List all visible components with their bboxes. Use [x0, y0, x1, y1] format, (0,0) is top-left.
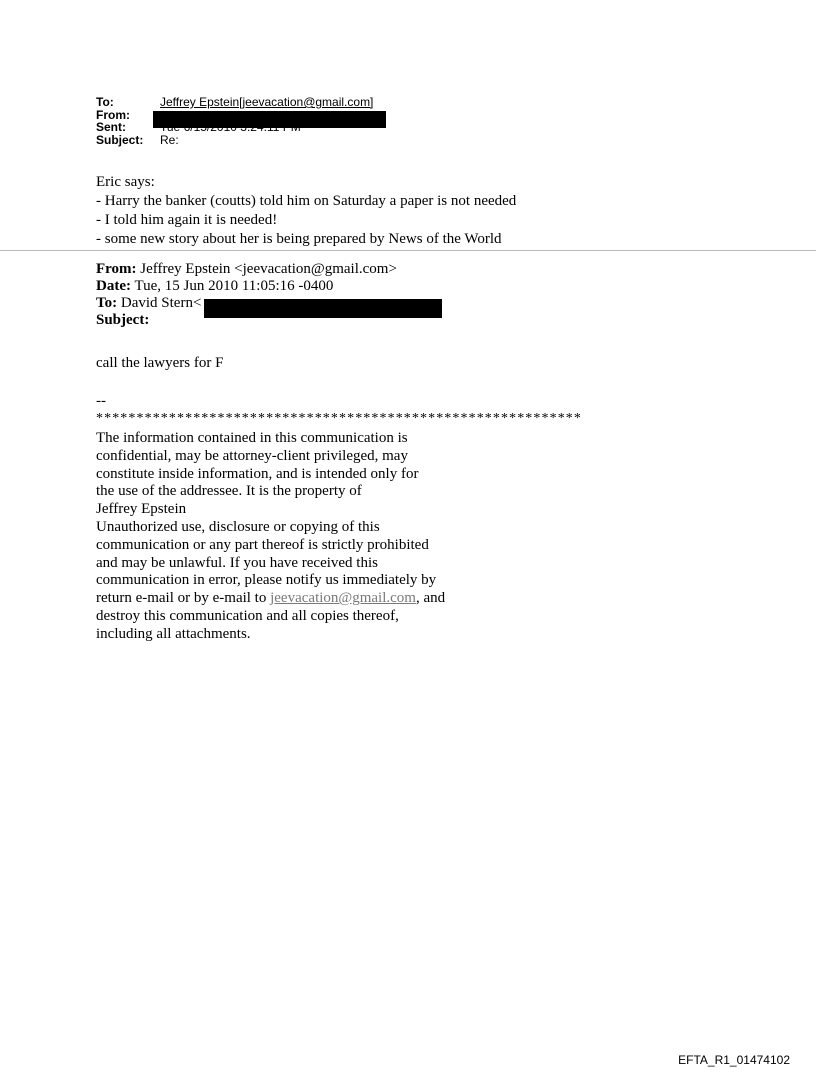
quoted-to-label: To: — [96, 295, 118, 311]
sent-label: Sent: — [96, 120, 126, 134]
quoted-message: call the lawyers for F — [96, 355, 224, 371]
disclaimer-line: and may be unlawful. If you have received this — [96, 554, 378, 571]
to-value: Jeffrey Epstein[jeevacation@gmail.com] — [160, 95, 374, 109]
document-id: EFTA_R1_01474102 — [678, 1053, 790, 1067]
return-prefix: return e-mail or by e-mail to — [96, 590, 271, 607]
disclaimer-line: destroy this communication and all copies thereof, — [96, 607, 399, 624]
disclaimer-line-with-link — [96, 590, 582, 608]
disclaimer — [96, 430, 582, 644]
disclaimer-line: the use of the addressee. It is the property of — [96, 483, 362, 500]
disclaimer-line: Jeffrey Epstein — [96, 501, 187, 518]
signature-stars: ************************************************************ — [96, 411, 582, 426]
disclaimer-line: including all attachments. — [96, 625, 251, 642]
email-link[interactable]: jeevacation@gmail.com — [270, 590, 416, 607]
quoted-date-row — [96, 278, 397, 295]
subject-label: Subject: — [96, 132, 144, 147]
body-line: - some new story about her is being prepared by News of the World — [96, 231, 502, 247]
body-line: - I told him again it is needed! — [96, 212, 278, 228]
signature-block — [96, 392, 582, 644]
quoted-date-value: Tue, 15 Jun 2010 11:05:16 -0400 — [134, 278, 334, 294]
header-to-row — [96, 96, 373, 109]
body-line: - Harry the banker (coutts) told him on Saturday a paper is not needed — [96, 193, 517, 209]
body-line: Eric says: — [96, 174, 155, 190]
disclaimer-line: The information contained in this communication is — [96, 430, 408, 446]
divider — [0, 250, 816, 251]
disclaimer-line: communication in error, please notify us immediately by — [96, 572, 437, 589]
subject-value: Re: — [160, 132, 179, 147]
quoted-from-value: Jeffrey Epstein <jeevacation@gmail.com> — [140, 261, 397, 277]
from-redaction — [153, 111, 386, 128]
signature-dashes: -- — [96, 393, 106, 409]
header-subject-row — [96, 134, 373, 147]
disclaimer-line: confidential, may be attorney-client privileged, may — [96, 447, 408, 464]
to-label: To: — [96, 95, 114, 109]
disclaimer-line: Unauthorized use, disclosure or copying of this — [96, 518, 380, 535]
quoted-from-label: From: — [96, 261, 137, 277]
disclaimer-line: communication or any part thereof is strictly prohibited — [96, 536, 429, 553]
quoted-date-label: Date: — [96, 278, 131, 294]
return-suffix: , and — [415, 590, 446, 607]
to-redaction — [204, 299, 442, 318]
from-label: From: — [96, 107, 130, 122]
quoted-header — [96, 261, 397, 329]
quoted-subject-label: Subject: — [96, 312, 150, 328]
reply-body — [96, 173, 516, 249]
disclaimer-line: constitute inside information, and is intended only for — [96, 465, 419, 482]
quoted-to-value: David Stern< — [120, 295, 202, 311]
quoted-from-row — [96, 261, 397, 278]
